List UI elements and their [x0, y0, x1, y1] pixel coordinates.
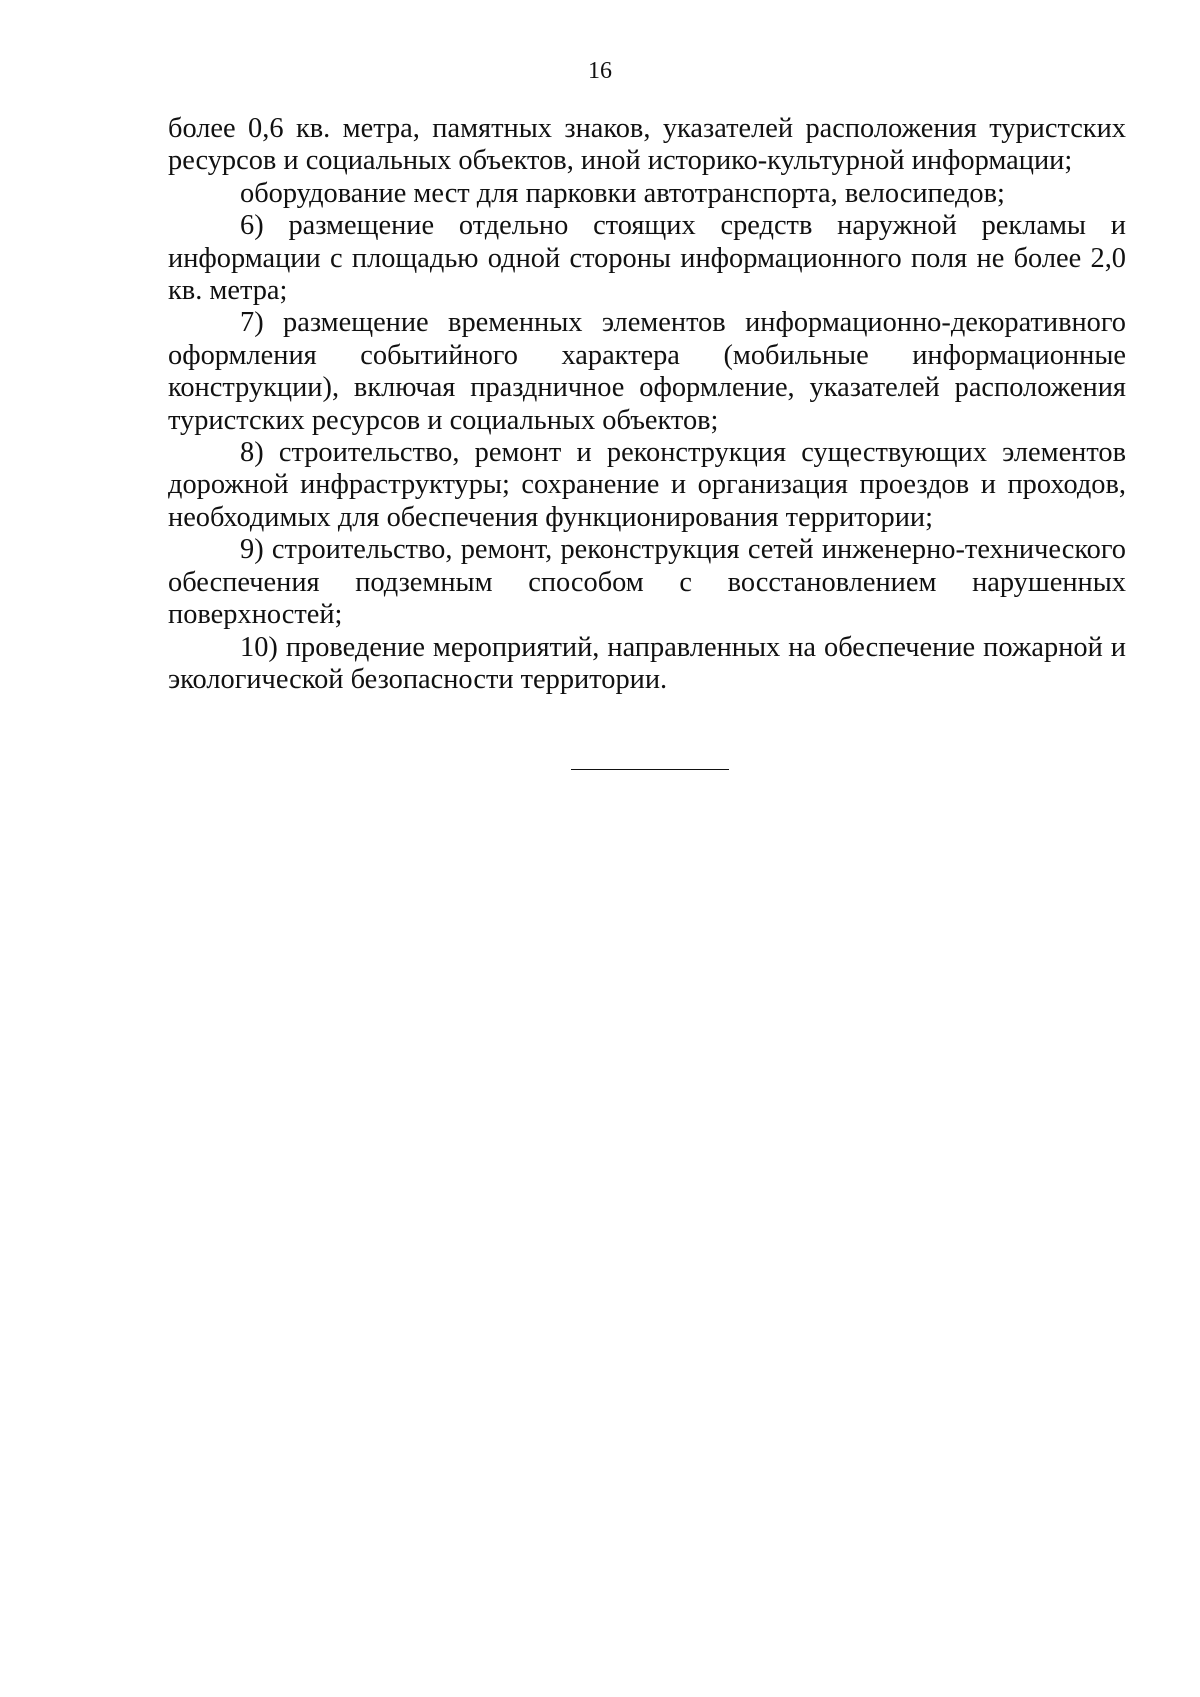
paragraph-item-10: 10) проведение мероприятий, направленных на обеспечение пожарной и экологической безопасности территории. — [168, 631, 1126, 695]
paragraph-item-7: 7) размещение временных элементов информационно-декоративного оформления событийного характера (мобильные информационные конструкции), включая праздничное оформление, указателей расположения туристских ресурсов и социальных объектов; — [168, 307, 1126, 436]
end-of-text-rule — [571, 769, 729, 770]
page-number: 16 — [588, 58, 612, 84]
paragraph-item-6: 6) размещение отдельно стоящих средств наружной рекламы и информации с площадью одной стороны информационного поля не более 2,0 кв. метра; — [168, 210, 1126, 307]
paragraph-item-8: 8) строительство, ремонт и реконструкция существующих элементов дорожной инфраструктуры; сохранение и организация проездов и проходов, необходимых для обеспечения функционирования территории; — [168, 437, 1126, 533]
paragraph-item-9: 9) строительство, ремонт, реконструкция сетей инженерно-технического обеспечения подземным способом с восстановлением нарушенных поверхностей; — [168, 534, 1126, 631]
paragraph-parking: оборудование мест для парковки автотранспорта, велосипедов; — [240, 177, 1005, 209]
document-body — [168, 113, 1126, 696]
paragraph-continuation: более 0,6 кв. метра, памятных знаков, указателей расположения туристских ресурсов и социальных объектов, иной историко-культурной информации; — [168, 113, 1126, 177]
